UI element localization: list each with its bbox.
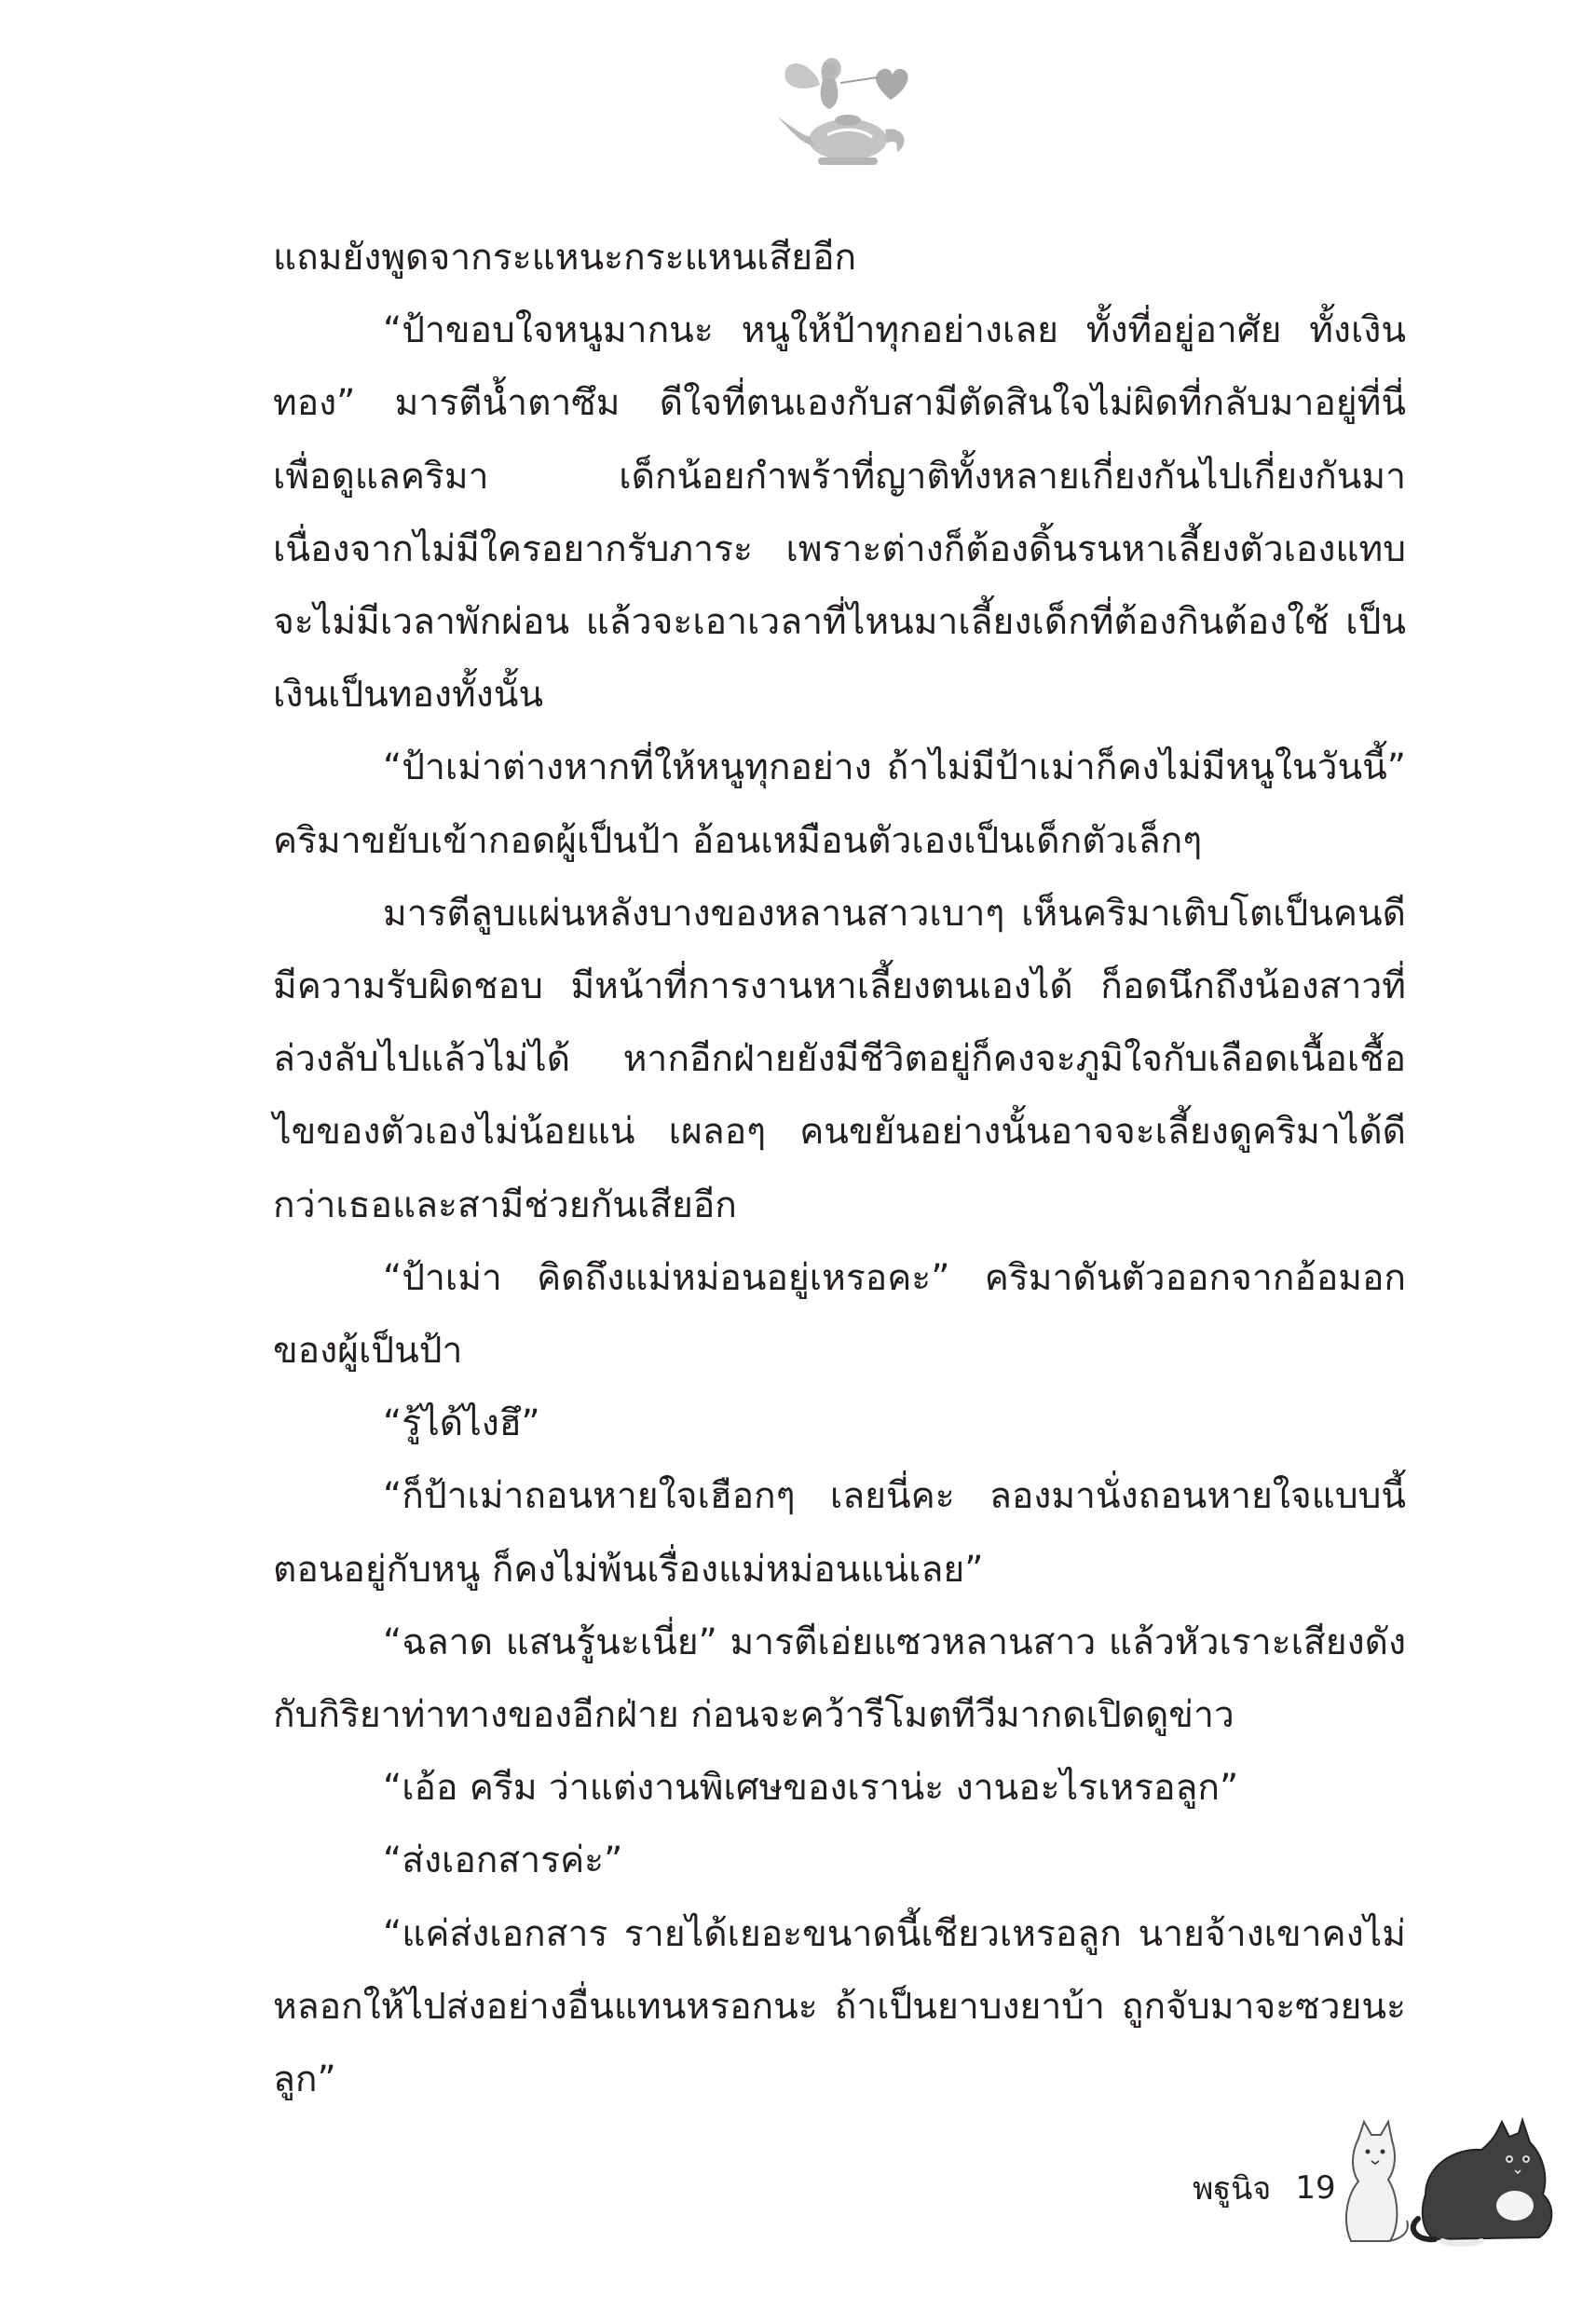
paragraph: “ป้าเม่า คิดถึงแม่หม่อนอยู่เหรอคะ” คริมาดันตัวออกจากอ้อมอกของผู้เป็นป้า: [273, 1256, 1406, 1373]
paragraph: แถมยังพูดจากระแหนะกระแหนเสียอีก: [273, 237, 857, 279]
paragraph: “ส่งเอกสารค่ะ”: [383, 1839, 623, 1882]
paragraph: “รู้ได้ไงฮึ”: [383, 1402, 540, 1445]
paragraph: “ฉลาด แสนรู้นะเนี่ย” มารตีเอ่ยแซวหลานสาว แล้วหัวเราะเสียงดังกับกิริยาท่าทางของอีกฝ่าย ก่อนจะคว้ารีโมตทีวีมากดเปิดดูข่าว: [273, 1620, 1406, 1737]
paragraph: “ก็ป้าเม่าถอนหายใจเฮือกๆ เลยนี่คะ ลองมานั่งถอนหายใจแบบนี้ตอนอยู่กับหนู ก็คงไม่พ้นเรื่องแม่หม่อนแน่เลย”: [273, 1475, 1406, 1591]
page-body: [273, 222, 1406, 2116]
paragraph: “ป้าเม่าต่างหากที่ให้หนูทุกอย่าง ถ้าไม่มีป้าเม่าก็คงไม่มีหนูในวันนี้” คริมาขยับเข้ากอดผู้เป็นป้า อ้อนเหมือนตัวเองเป็นเด็กตัวเล็กๆ: [273, 746, 1406, 862]
cats-icon: [1332, 2101, 1561, 2250]
paragraph: “ป้าขอบใจหนูมากนะ หนูให้ป้าทุกอย่างเลย ทั้งที่อยู่อาศัย ทั้งเงินทอง” มารตีน้ำตาซึม ดีใจที่ตนเองกับสามีตัดสินใจไม่ผิดที่กลับมาอยู่ที่นี่เพื่อดูแลคริมา เด็กน้อยกำพร้าที่ญาติทั้งหลายเกี่ยงกันไปเกี่ยงกันมา เนื่องจากไม่มีใครอยากรับภาระ เพราะต่างก็ต้องดิ้นรนหาเลี้ยงตัวเองแทบจะไม่มีเวลาพักผ่อน แล้วจะเอาเวลาที่ไหนมาเลี้ยงเด็กที่ต้องกินต้องใช้ เป็นเงินเป็นทองทั้งนั้น: [273, 309, 1406, 717]
author-name: พฐูนิจ: [1193, 2170, 1272, 2208]
paragraph: “แค่ส่งเอกสาร รายได้เยอะขนาดนี้เชียวเหรอลูก นายจ้างเขาคงไม่หลอกให้ไปส่งอย่างอื่นแทนหรอกนะ ถ้าเป็นยาบงยาบ้า ถูกจับมาจะซวยนะลูก”: [273, 1912, 1406, 2101]
paragraph: “เอ้อ ครีม ว่าแต่งานพิเศษของเราน่ะ งานอะไรเหรอลูก”: [383, 1767, 1239, 1810]
page-footer: [1193, 2160, 1336, 2216]
paragraph: มารตีลูบแผ่นหลังบางของหลานสาวเบาๆ เห็นคริมาเติบโตเป็นคนดี มีความรับผิดชอบ มีหน้าที่การงานหาเลี้ยงตนเองได้ ก็อดนึกถึงน้องสาวที่ล่วงลับไปแล้วไม่ได้ หากอีกฝ่ายยังมีชีวิตอยู่ก็คงจะภูมิใจกับเลือดเนื้อเชื้อไขของตัวเองไม่น้อยแน่ เผลอๆ คนขยันอย่างนั้นอาจจะเลี้ยงดูคริมาได้ดีกว่าเธอและสามีช่วยกันเสียอีก: [273, 892, 1406, 1226]
page-number: 19: [1295, 2169, 1336, 2207]
cupid-teapot-ornament-icon: [762, 51, 921, 177]
